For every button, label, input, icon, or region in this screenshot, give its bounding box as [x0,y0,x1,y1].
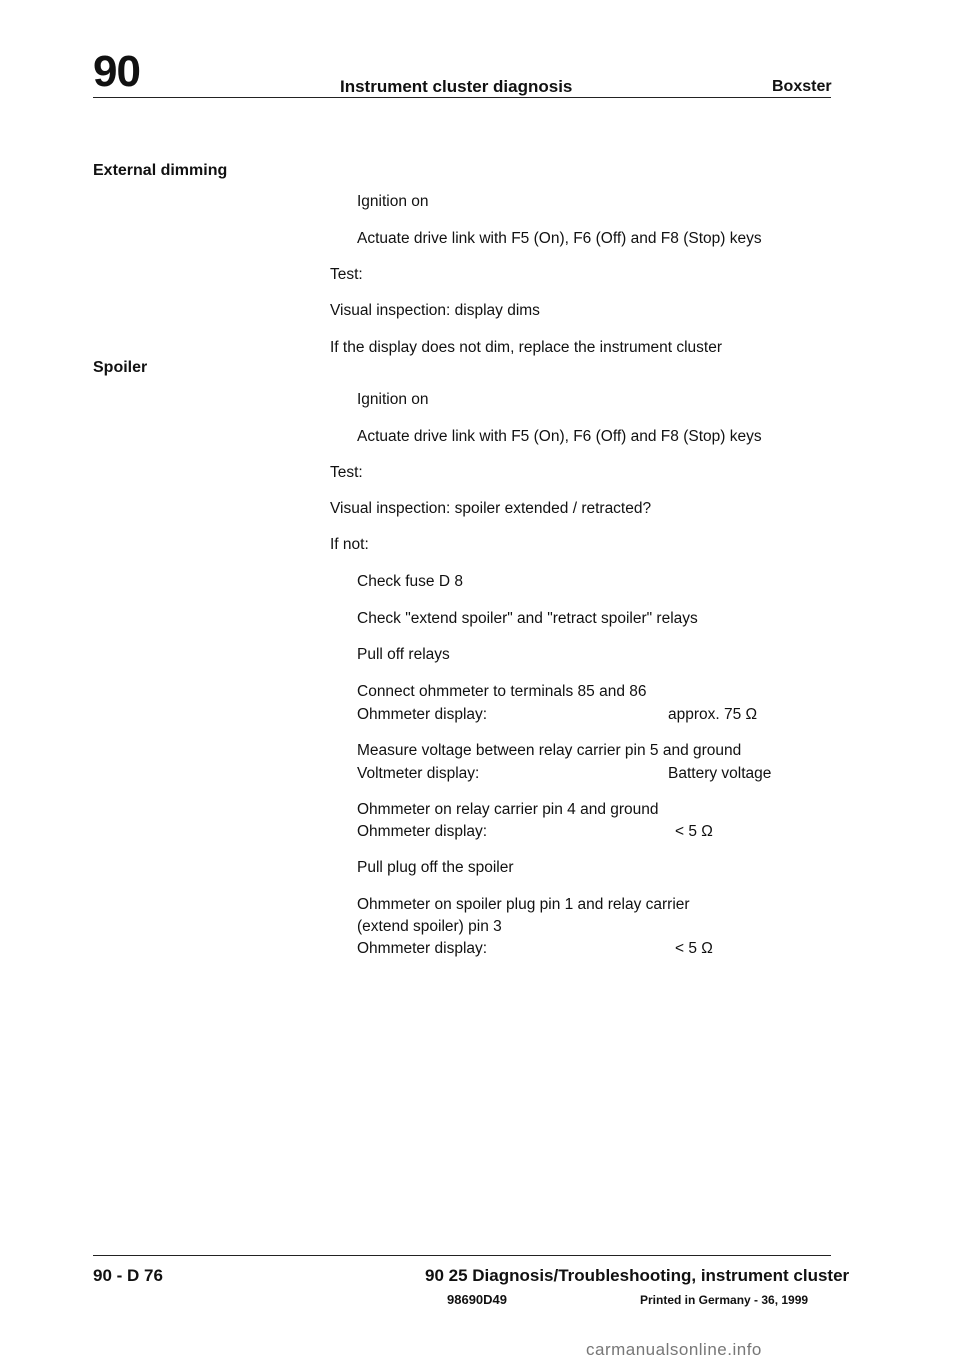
measurement-label: Ohmmeter display: [357,706,488,723]
chapter-number: 90 [93,47,140,96]
measurement-label: Ohmmeter display: [357,823,488,840]
print-info: Printed in Germany - 36, 1999 [640,1293,809,1307]
step-line: Pull plug off the spoiler [357,859,514,876]
step-line: (extend spoiler) pin 3 [357,918,502,935]
section-heading-spoiler: Spoiler [93,359,148,376]
step-line: If not: [330,536,369,553]
measurement-value: < 5 Ω [675,940,713,957]
step-line: Visual inspection: spoiler extended / retracted? [330,500,652,517]
page-number: 90 - D 76 [93,1266,163,1285]
step-line: Test: [330,464,363,481]
step-line: Actuate drive link with F5 (On), F6 (Off) and F8 (Stop) keys [357,428,762,445]
step-line: Ignition on [357,193,429,210]
step-line: Ohmmeter on spoiler plug pin 1 and relay carrier [357,896,690,913]
step-line: Check fuse D 8 [357,573,463,590]
measurement-value: Battery voltage [668,765,772,782]
document-code: 98690D49 [447,1292,507,1307]
model-name: Boxster [772,78,832,95]
measurement-label: Ohmmeter display: [357,940,488,957]
step-line: Ohmmeter on relay carrier pin 4 and ground [357,801,659,818]
section-heading-external-dimming: External dimming [93,162,228,179]
document-title: Instrument cluster diagnosis [340,77,573,96]
step-line: If the display does not dim, replace the instrument cluster [330,339,723,356]
watermark: carmanualsonline.info [586,1340,762,1359]
step-line: Pull off relays [357,646,450,663]
measurement-value: approx. 75 Ω [668,706,758,723]
measurement-value: < 5 Ω [675,823,713,840]
header-rule [93,97,831,98]
step-line: Test: [330,266,363,283]
step-line: Visual inspection: display dims [330,302,540,319]
footer-rule [93,1255,831,1256]
footer-title: 90 25 Diagnosis/Troubleshooting, instrument cluster [425,1266,850,1285]
measurement-label: Voltmeter display: [357,765,480,782]
step-line: Check "extend spoiler" and "retract spoiler" relays [357,610,698,627]
step-line: Ignition on [357,391,429,408]
step-line: Measure voltage between relay carrier pin 5 and ground [357,742,742,759]
step-line: Connect ohmmeter to terminals 85 and 86 [357,683,647,700]
step-line: Actuate drive link with F5 (On), F6 (Off) and F8 (Stop) keys [357,230,762,247]
